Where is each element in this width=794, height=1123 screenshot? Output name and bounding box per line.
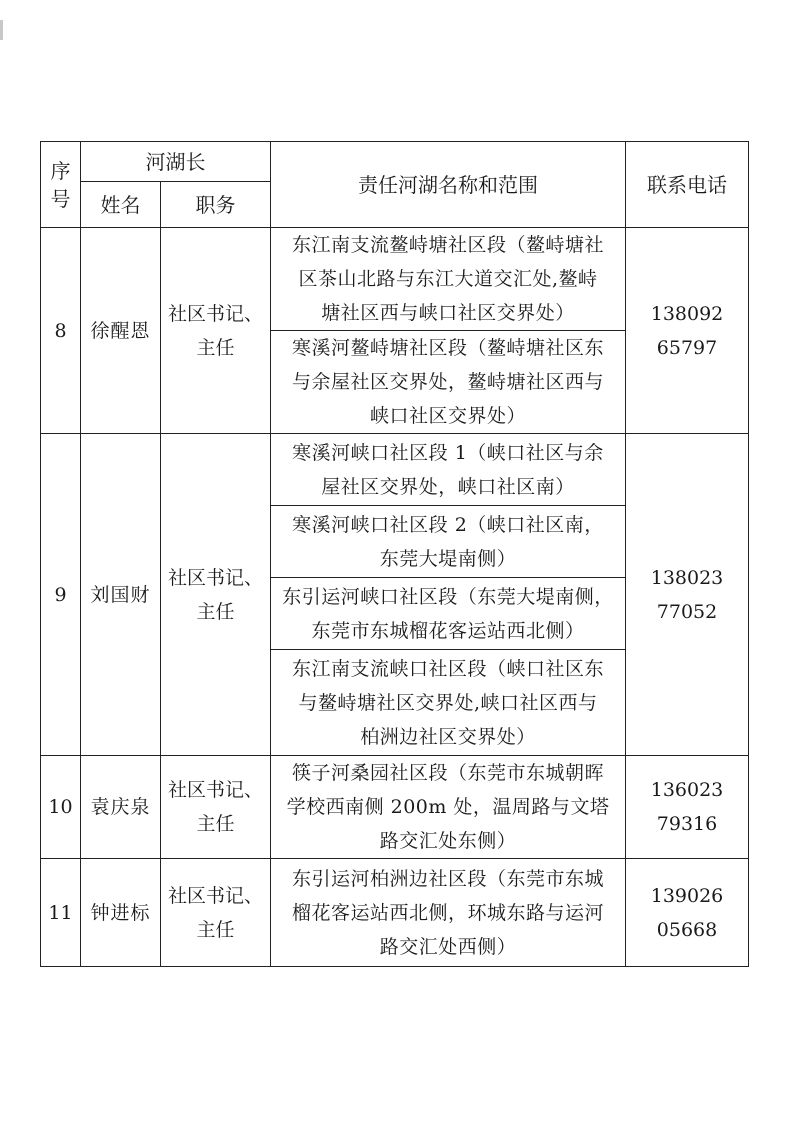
- row-position: 社区书记、 主任: [161, 859, 271, 967]
- row-name: 钟进标: [81, 859, 161, 967]
- row-seq: 9: [41, 434, 81, 756]
- header-chief-group: 河湖长: [81, 142, 271, 182]
- reach-cell: 寒溪河鳌峙塘社区段（鳌峙塘社区东 与余屋社区交界处，鳌峙塘社区西与 峡口社区交界处）: [271, 331, 626, 434]
- reach-cell: 东引运河柏洲边社区段（东莞市东城 榴花客运站西北侧，环城东路与运河 路交汇处西侧）: [271, 859, 626, 967]
- header-row-1: [41, 142, 749, 182]
- row-phone: 138092 65797: [626, 228, 749, 434]
- header-seq: 序 号: [41, 142, 81, 228]
- reach-cell: 东江南支流鳌峙塘社区段（鳌峙塘社 区茶山北路与东江大道交汇处,鳌峙 塘社区西与峡口社区交界处）: [271, 228, 626, 331]
- row-seq: 8: [41, 228, 81, 434]
- scan-edge-mark: [0, 20, 3, 40]
- table-row: [41, 756, 749, 859]
- reach-cell: 东引运河峡口社区段（东莞大堤南侧， 东莞市东城榴花客运站西北侧）: [271, 578, 626, 650]
- table-row: [41, 859, 749, 967]
- row-position: 社区书记、 主任: [161, 756, 271, 859]
- header-reach: 责任河湖名称和范围: [271, 142, 626, 228]
- reach-cell: 寒溪河峡口社区段 2（峡口社区南， 东莞大堤南侧）: [271, 506, 626, 578]
- header-phone: 联系电话: [626, 142, 749, 228]
- reach-cell: 筷子河桑园社区段（东莞市东城朝晖 学校西南侧 200m 处，温周路与文塔 路交汇处东侧）: [271, 756, 626, 859]
- row-name: 袁庆泉: [81, 756, 161, 859]
- row-name: 徐醒恩: [81, 228, 161, 434]
- header-position: 职务: [161, 182, 271, 228]
- row-position: 社区书记、 主任: [161, 434, 271, 756]
- row-phone: 138023 77052: [626, 434, 749, 756]
- row-phone: 139026 05668: [626, 859, 749, 967]
- table-row: [41, 434, 749, 506]
- reach-cell: 东江南支流峡口社区段（峡口社区东 与鳌峙塘社区交界处,峡口社区西与 柏洲边社区交界处）: [271, 650, 626, 756]
- row-name: 刘国财: [81, 434, 161, 756]
- header-name: 姓名: [81, 182, 161, 228]
- row-seq: 10: [41, 756, 81, 859]
- table-row: [41, 228, 749, 331]
- row-phone: 136023 79316: [626, 756, 749, 859]
- reach-cell: 寒溪河峡口社区段 1（峡口社区与余 屋社区交界处，峡口社区南）: [271, 434, 626, 506]
- row-position: 社区书记、 主任: [161, 228, 271, 434]
- river-chief-table: [40, 141, 749, 967]
- row-seq: 11: [41, 859, 81, 967]
